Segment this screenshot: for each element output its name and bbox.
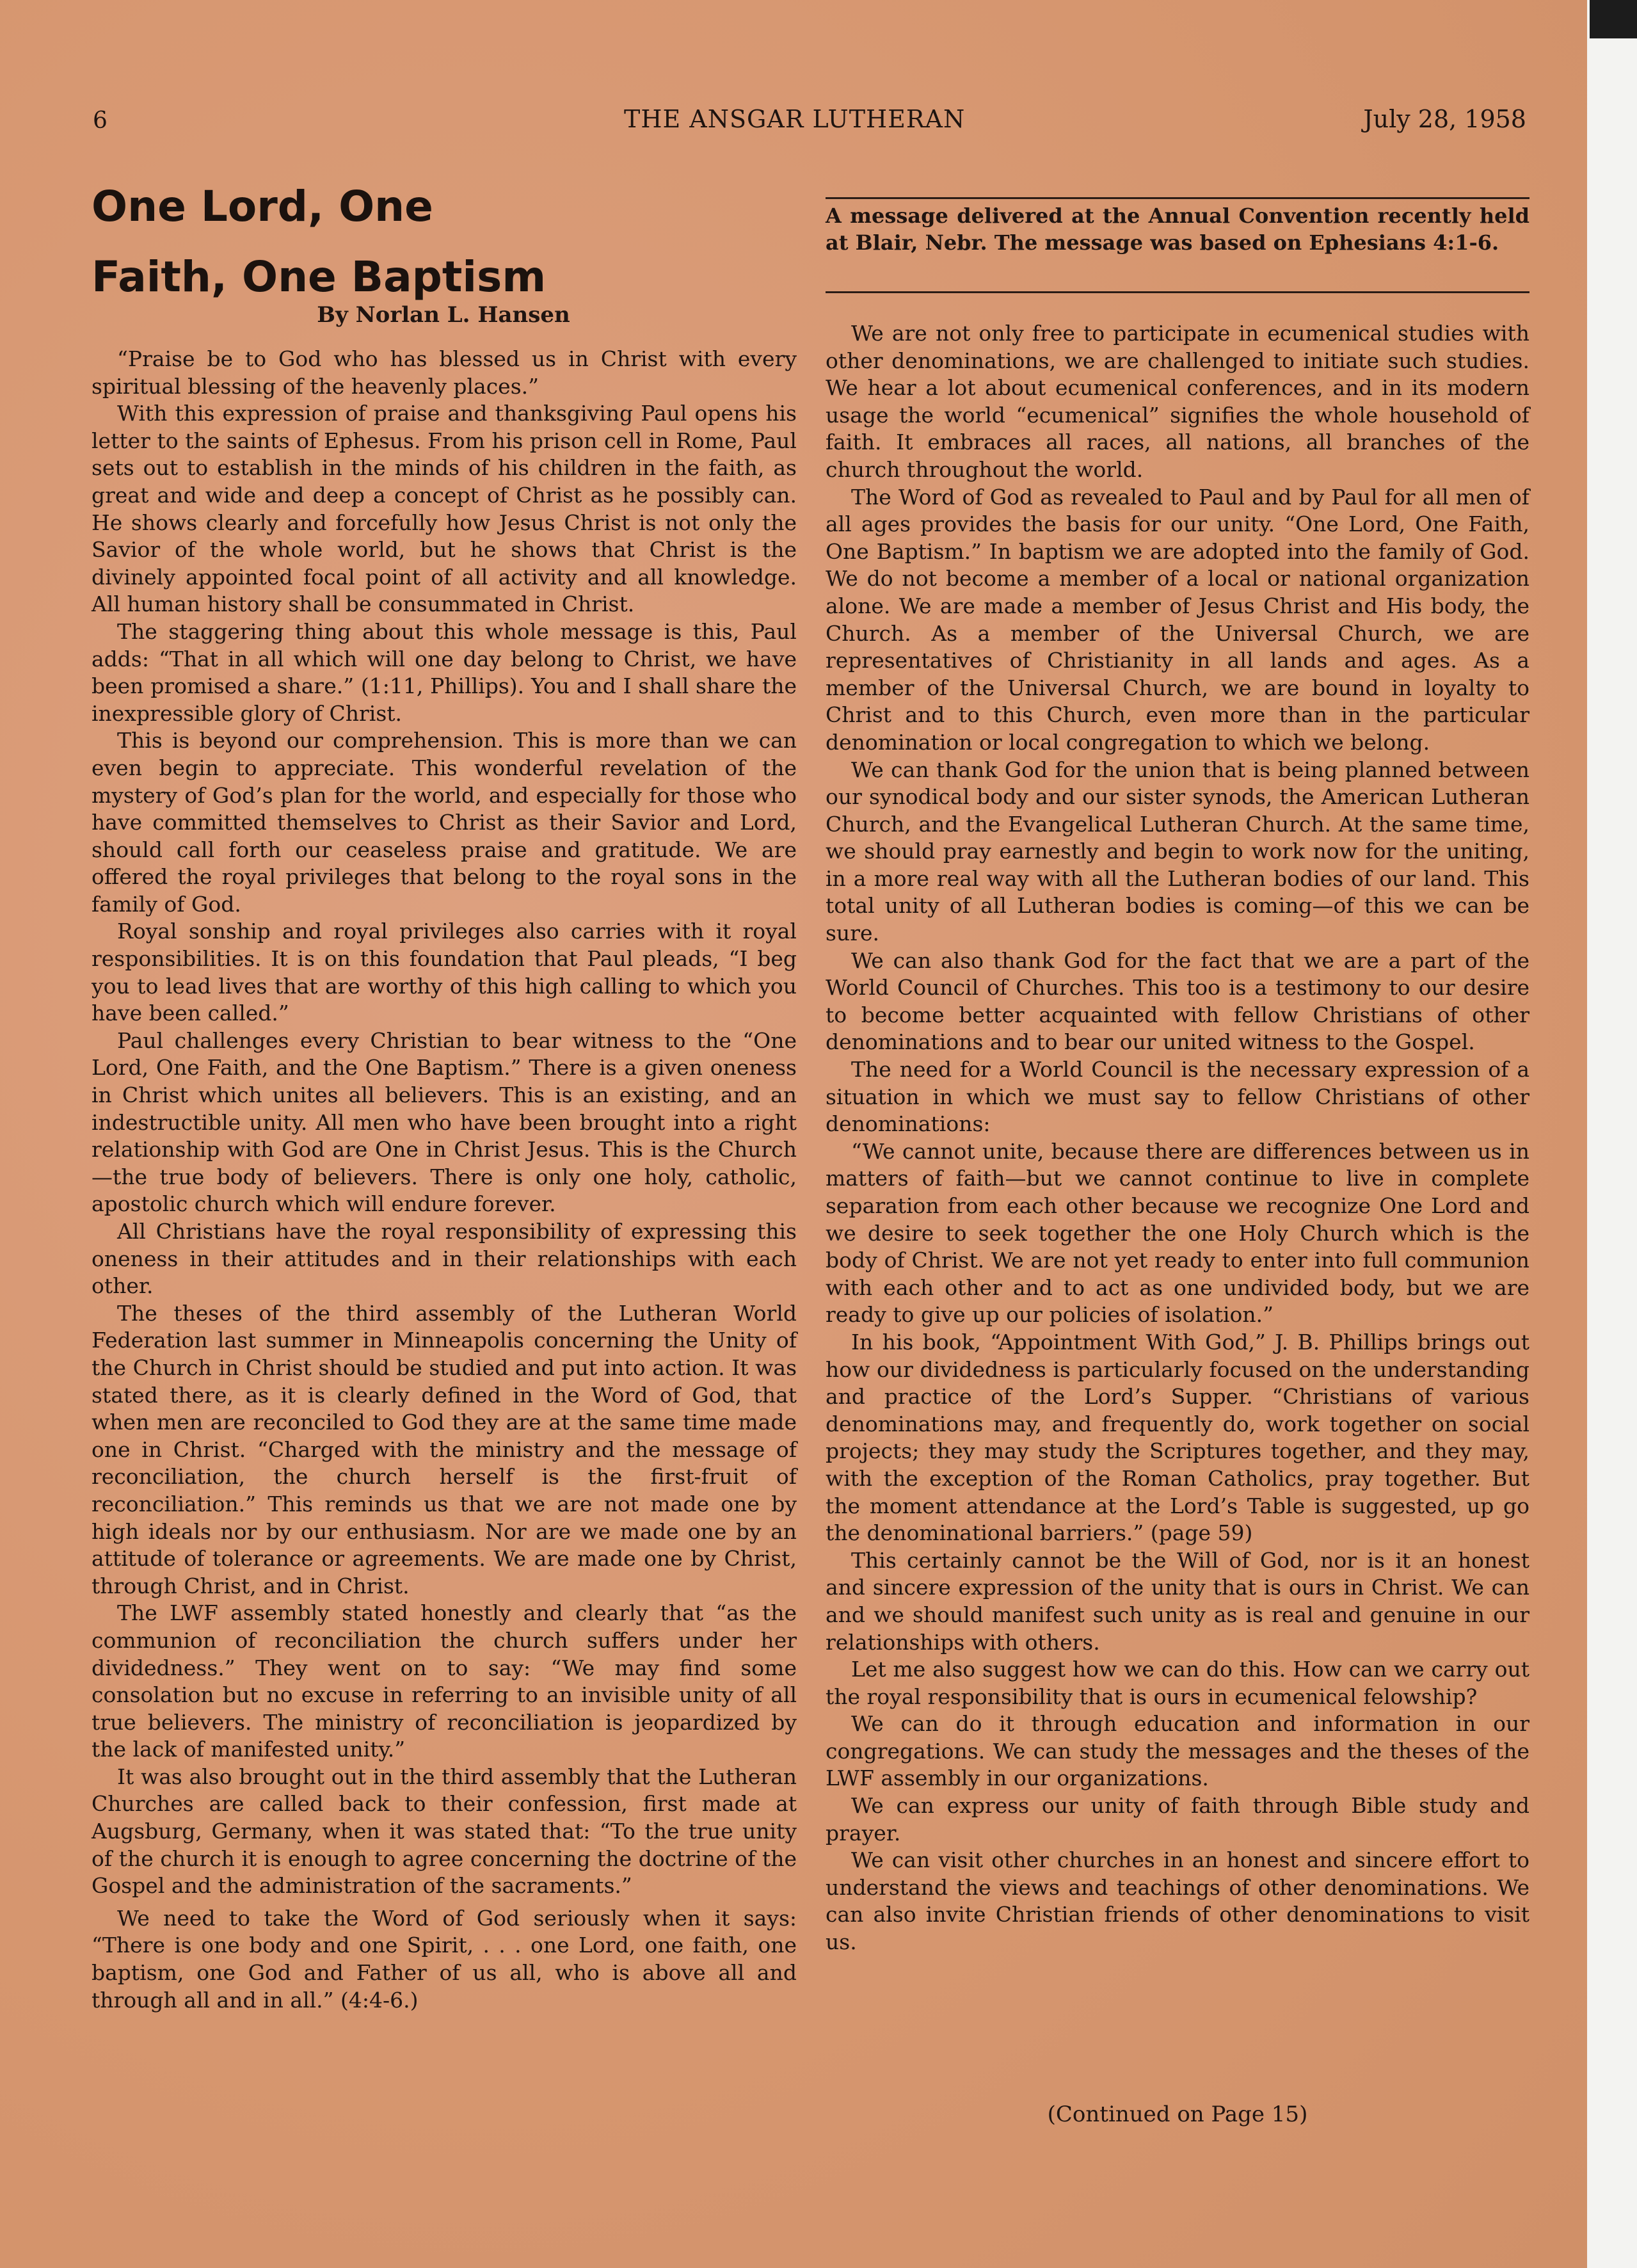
left-column [92,346,797,2014]
paragraph: In his book, “Appointment With God,” J. B. Phillips brings out how our dividedness is particularly focused on the understanding and practice of the Lord’s Supper. “Christians of various denominations may, and frequently do, work together on social projects; they may study the Scriptures together, and they may, with the exception of the Roman Catholics, pray together. But the moment attendance at the Lord’s Table is suggested, up go the denominational barriers.” (page 59) [826,1329,1529,1546]
paragraph: The Word of God as revealed to Paul and by Paul for all men of all ages provides the basis for our unity. “One Lord, One Faith, One Baptism.” In baptism we are adopted into the family of God. We do not become a member of a local or national organization alone. We are made a member of Jesus Christ and His body, the Church. As a member of the Universal Church, we are representatives of Christianity in all lands and ages. As a member of the Universal Church, we are bound in loyalty to Christ and to this Church, even more than in the particular denomination or local congregation to which we belong. [826,484,1529,755]
paragraph: Let me also suggest how we can do this. How can we carry out the royal responsibility that is ours in ecumenical felowship? [826,1657,1529,1709]
article-byline: By Norlan L. Hansen [317,302,570,328]
paragraph: Royal sonship and royal privileges also carries with it royal responsibilities. It is on this foundation that Paul pleads, “I beg you to lead lives that are worthy of this high calling to which you have been called.” [92,919,797,1026]
publication-name: THE ANSGAR LUTHERAN [624,105,966,133]
page-number: 6 [93,108,108,134]
paragraph: This certainly cannot be the Will of God, nor is it an honest and sincere expression of the unity that is ours in Christ. We can and we should manifest such unity as is real and genuine in our relationships with others. [826,1547,1529,1655]
paragraph: We can do it through education and information in our congregations. We can study the messages and the theses of the LWF assembly in our organizations. [826,1711,1529,1791]
intro-top-rule [826,197,1529,199]
paragraph: The staggering thing about this whole message is this, Paul adds: “That in all which will one day belong to Christ, we have been promised a share.” (1:11, Phillips). You and I shall share the inexpressible glory of Christ. [92,618,797,726]
article-title: One Lord, One Faith, One Baptism [92,182,547,302]
paragraph: We need to take the Word of God seriously when it says: “There is one body and one Spirit, . . . one Lord, one faith, one baptism, one God and Father of us all, who is above all and through all and in all.” (4:4-6.) [92,1905,797,2013]
paragraph: All Christians have the royal responsibility of expressing this oneness in their attitudes and in their relationships with each other. [92,1219,797,1299]
scan-margin [1587,0,1637,2268]
paragraph: With this expression of praise and thanksgiving Paul opens his letter to the saints of Ephesus. From his prison cell in Rome, Paul sets out to establish in the minds of his children in the faith, as great and wide and deep a concept of Christ as he possibly can. He shows clearly and forcefully how Jesus Christ is not only the Savior of the whole world, but he shows that Christ is the divinely appointed focal point of all activity and all knowledge. All human history shall be consummated in Christ. [92,401,797,617]
paragraph: We can thank God for the union that is being planned between our synodical body and our sister synods, the American Lutheran Church, and the Evangelical Lutheran Church. At the same time, we should pray earnestly and begin to work now for the uniting, in a more real way with all the Lutheran bodies of our land. This total unity of all Lutheran bodies is coming—of this we can be sure. [826,757,1529,946]
paragraph: We can also thank God for the fact that we are a part of the World Council of Churches. This too is a testimony to our desire to become better acquainted with fellow Christians of other denominations and to bear our united witness to the Gospel. [826,947,1529,1055]
continued-note: (Continued on Page 15) [1047,2102,1308,2127]
paragraph: This is beyond our comprehension. This is more than we can even begin to appreciate. This wonderful revelation of the mystery of God’s plan for the world, and especially for those who have committed themselves to Christ as their Savior and Lord, should call forth our ceaseless praise and gratitude. We are offered the royal privileges that belong to the royal sons in the family of God. [92,728,797,917]
issue-date: July 28, 1958 [1363,105,1526,133]
paragraph: Paul challenges every Christian to bear witness to the “One Lord, One Faith, and the One Baptism.” There is a given oneness in Christ which unites all believers. This is an existing, and an indestructible unity. All men who have been brought into a right relationship with God are One in Christ Jesus. This is the Church—the true body of believers. There is only one holy, catholic, apostolic church which will endure forever. [92,1027,797,1217]
article-intro: A message delivered at the Annual Convention recently held at Blair, Nebr. The message was based on Ephesians 4:1-6. [826,204,1529,255]
paragraph: The LWF assembly stated honestly and clearly that “as the communion of reconciliation the church suffers under her dividedness.” They went on to say: “We may find some consolation but no excuse in referring to an invisible unity of all true believers. The ministry of reconciliation is jeopardized by the lack of manifested unity.” [92,1600,797,1762]
paragraph: “We cannot unite, because there are differences between us in matters of faith—but we cannot continue to live in complete separation from each other because we recognize One Lord and we desire to seek together the one Holy Church which is the body of Christ. We are not yet ready to enter into full communion with each other and to act as one undivided body, but we are ready to give up our policies of isolation.” [826,1138,1529,1328]
paragraph: The theses of the third assembly of the Lutheran World Federation last summer in Minneapolis concerning the Unity of the Church in Christ should be studied and put into action. It was stated there, as it is clearly defined in the Word of God, that when men are reconciled to God they are at the same time made one in Christ. “Charged with the ministry and the message of reconciliation, the church herself is the first-fruit of reconciliation.” This reminds us that we are not made one by high ideals nor by our enthusiasm. Nor are we made one by an attitude of tolerance or agreements. We are made one by Christ, through Christ, and in Christ. [92,1300,797,1598]
paragraph: We are not only free to participate in ecumenical studies with other denominations, we are challenged to initiate such studies. We hear a lot about ecumenical conferences, and in its modern usage the world “ecumenical” signifies the whole household of faith. It embraces all races, all nations, all branches of the church throughout the world. [826,321,1529,482]
paragraph: We can visit other churches in an honest and sincere effort to understand the views and teachings of other denominations. We can also invite Christian friends of other denominations to visit us. [826,1847,1529,1955]
paragraph: It was also brought out in the third assembly that the Lutheran Churches are called back to their confession, first made at Augsburg, Germany, when it was stated that: “To the true unity of the church it is enough to agree concerning the doctrine of the Gospel and the administration of the sacraments.” [92,1764,797,1899]
scan-corner [1590,0,1637,38]
intro-bottom-rule [826,291,1529,293]
right-column [826,320,1529,1956]
page-header [93,101,1526,133]
paragraph: The need for a World Council is the necessary expression of a situation in which we must say to fellow Christians of other denominations: [826,1057,1529,1137]
paragraph: We can express our unity of faith through Bible study and prayer. [826,1793,1529,1846]
paragraph: “Praise be to God who has blessed us in Christ with every spiritual blessing of the heavenly places.” [92,346,797,399]
